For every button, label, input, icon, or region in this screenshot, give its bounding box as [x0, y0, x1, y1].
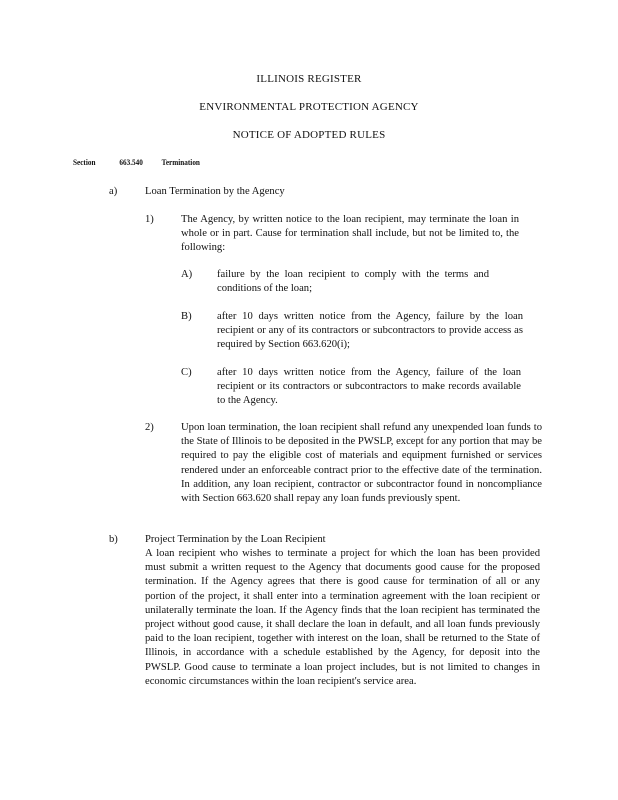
item-A-text: failure by the loan recipient to comply with the terms and conditions of the loan; [217, 269, 489, 295]
item-2-text: Upon loan termination, the loan recipient shall refund any unexpended loan funds to the State of Illinois to be deposited in the PWSLP, except for any portion that may be required to pay the eligible cost of materials and equipment furnished or services rendered under an enforceable contract prior to the effective date of the termination. In addition, any loan recipient, contractor or subcontractor found in noncompliance with Section 663.620 shall repay any loan funds previously spent. [181, 422, 542, 505]
item-B-text: after 10 days written notice from the Agency, failure by the loan recipient or any of its contractors or subcontractors to provide access as required by Section 663.620(i); [217, 311, 523, 351]
register-title: ILLINOIS REGISTER [256, 73, 362, 85]
subsection-b-text: A loan recipient who wishes to terminate a project for which the loan has been provided must submit a written request to the Agency that documents good cause for the proposed termination. If the Agency agrees that there is good cause for termination of all or any portion of the project, it shall enter into a termination agreement with the loan recipient or unilaterally terminate the loan. If the Agency finds that the loan recipient has terminated the project without good cause, it shall declare the loan in default, and all loan funds previously paid to the loan recipient, together with interest on the loan, shall be returned to the State of Illinois, in accordance with a schedule established by the Agency, for deposit into the PWSLP. Good cause to terminate a loan project includes, but is not limited to changes in economic circumstances within the loan recipient's service area. [145, 548, 540, 687]
notice-title: NOTICE OF ADOPTED RULES [232, 129, 386, 141]
section-number: 663.540 [119, 157, 143, 167]
section-word: Section [73, 157, 96, 167]
subsection-b-heading: Project Termination by the Loan Recipient [145, 534, 326, 545]
item-C-label: C) [181, 367, 192, 378]
section-title: Termination [161, 157, 200, 167]
item-A-label: A) [181, 269, 193, 280]
item-1-text: The Agency, by written notice to the loan recipient, may terminate the loan in whole or in part. Cause for termination shall include, but not be limited to, the following: [181, 214, 519, 254]
subsection-a-heading: Loan Termination by the Agency [145, 186, 285, 197]
item-C-text: after 10 days written notice from the Agency, failure of the loan recipient or its contractors or subcontractors to make records available to the Agency. [217, 367, 521, 407]
item-B-label: B) [181, 311, 192, 322]
subsection-a-label: a) [109, 186, 118, 197]
section-heading [73, 157, 200, 167]
item-2-label: 2) [145, 422, 154, 433]
agency-title: ENVIRONMENTAL PROTECTION AGENCY [199, 101, 419, 113]
item-1-label: 1) [145, 214, 154, 225]
subsection-b-label: b) [109, 534, 118, 545]
